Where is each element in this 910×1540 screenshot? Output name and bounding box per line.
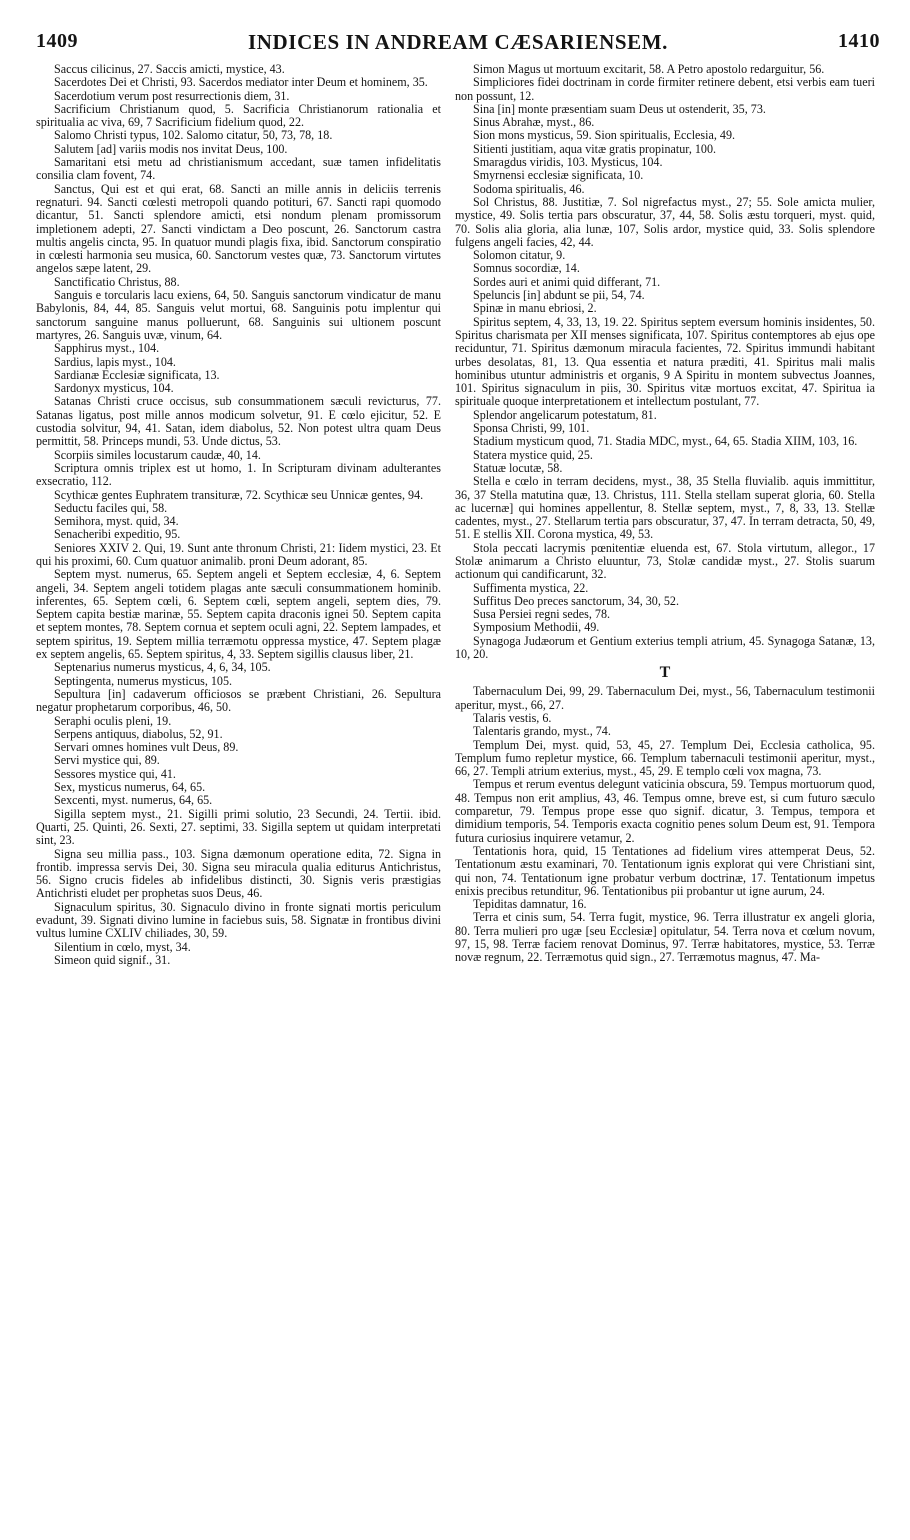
index-entry: Susa Persiei regni sedes, 78.	[473, 607, 611, 622]
index-entry: Simpliciores fidei doctrinam in corde firmiter retinere debent, etsi verbis eam tueri non possunt, 12.	[455, 75, 875, 103]
index-entry: Splendor angelicarum potestatum, 81.	[473, 407, 657, 422]
index-entry: Terra et cinis sum, 54. Terra fugit, mystice, 96. Terra illustratur ex angeli gloria, 80. Terra mulieri pro ugæ [seu Ecclesiæ] opitulatur, 54. Terra nova et cœlum novum, 97, 15, 98. Terræ faciem renovat Dominus, 97. Terræ habitatores, mystice, 53. Terræ novæ regnum, 22. Terræmotus quid sign., 27. Terræmotus magnus, 47. Ma-	[455, 910, 875, 965]
index-entry: Statera mystice quid, 25.	[473, 447, 593, 462]
index-entry: Statuæ locutæ, 58.	[473, 460, 563, 475]
index-entry: Serpens antiquus, diabolus, 52, 91.	[54, 726, 223, 741]
index-entry: Seraphi oculis pleni, 19.	[54, 713, 172, 728]
index-entry: Sacerdotium verum post resurrectionis diem, 31.	[54, 88, 290, 103]
index-entry: Symposium Methodii, 49.	[473, 620, 600, 635]
index-entry: Scriptura omnis triplex est ut homo, 1. In Scripturam divinam adulterantes exsecratio, 112.	[36, 460, 441, 489]
index-entry: Sitienti justitiam, aqua vitæ gratis propinatur, 100.	[473, 141, 717, 156]
index-entry: Tempus et rerum eventus delegunt vaticinia obscura, 59. Tempus mortuorum quod, 48. Tempus non erit amplius, 43, 46. Tempus omne, breve est, si cum futuro sæculo comparetur, 79. Tempus prope esse quo signif. dicatur, 3. Tempus, tempora et dimidium temporis, 54. Temporis exacta cognitio penes solum Deum est, 91. Tempora futura curiosius inquirere vetamur, 2.	[455, 777, 875, 845]
index-entry: Septem myst. numerus, 65. Septem angeli et Septem ecclesiæ, 4, 6. Septem angeli, 34. Septem angeli totidem plagas ante sæculi consummationem hominib. inferentes, 65. Septem cœli, 6. Septem cœli, septem angeli, septem dies, 79. Septem capita bestiæ marinæ, 55. Septem capita draconis ignei 50. Septem capita et septem montes, 78. Septem cornua et septem oculi agni, 22. Septem lampades, et septem spiritus, 19. Septem millia terræmotu oppressa mystice, 47. Septem plagæ ex septem angelis, 65. Septem spiritus, 4, 33. Septem sigillis clausus liber, 21.	[36, 567, 441, 662]
index-entry: Somnus socordiæ, 14.	[473, 261, 580, 276]
index-entry: Seductu faciles qui, 58.	[54, 500, 168, 515]
running-title: INDICES IN ANDREAM CÆSARIENSEM.	[248, 30, 668, 54]
index-entry: Silentium in cœlo, myst, 34.	[54, 939, 191, 954]
index-entry: Synagoga Judæorum et Gentium exterius templi atrium, 45. Synagoga Satanæ, 13, 10, 20.	[455, 633, 875, 662]
index-entry: Tabernaculum Dei, 99, 29. Tabernaculum Dei, myst., 56, Tabernaculum testimonii aperitur, myst., 66, 27.	[455, 684, 875, 712]
index-entry: Sardianæ Ecclesiæ significata, 13.	[54, 367, 220, 382]
index-entry: Sacrificium Christianum quod, 5. Sacrificia Christianorum rationalia et spiritualia ac viva, 69, 7 Sacrificium fidelium quod, 22.	[36, 101, 441, 130]
index-entry: Smaragdus viridis, 103. Mysticus, 104.	[473, 155, 663, 170]
section-letter: T	[659, 664, 671, 682]
page-header	[36, 30, 880, 60]
index-entry: Signa seu millia pass., 103. Signa dæmonum operatione edita, 72. Signa in frontib. impressa servis Dei, 30. Signa seu miracula qualia editurus Antichristus, 56. Signo crucis fideles ab infidelibus distincti, 30. Signis veris præstigias Antichristi eludet per prophetas suos Deus, 46.	[36, 846, 441, 901]
index-entry: Simon Magus ut mortuum excitarit, 58. A Petro apostolo redarguitur, 56.	[473, 63, 825, 76]
index-entry: Sessores mystice qui, 41.	[54, 766, 176, 781]
index-entry: Sardonyx mysticus, 104.	[54, 381, 174, 396]
index-entry: Seniores XXIV 2. Qui, 19. Sunt ante thronum Christi, 21: Iidem mystici, 23. Et qui his proximi, 60. Cum quatuor animalib. proni Deum adorant, 85.	[36, 540, 441, 568]
index-entry: Spinæ in manu ebriosi, 2.	[473, 301, 597, 316]
index-entry: Talentaris grando, myst., 74.	[473, 724, 611, 739]
index-entry: Sapphirus myst., 104.	[54, 341, 160, 356]
index-entry: Semihora, myst. quid, 34.	[54, 514, 179, 529]
index-entry: Suffitus Deo preces sanctorum, 34, 30, 52.	[473, 593, 680, 608]
index-entry: Spiritus septem, 4, 33, 13, 19. 22. Spiritus septem eversum hominis insidentes, 50. Spiritus charismata per XII menses significata, 107. Spiritus contemptores ab ejus ope reciduntur, 71. Spiritus dæmonum miracula facientes, 72. Spiritus immundi habitant urbes desolatas, 81, 13. Qua essentia et natura præditi, 41. Spiritus mali malis hominibus utuntur administris et organis, 9 A Spiritu in montem subvectus Joannes, 101. Spiritus signaculum in piis, 30. Spiritus vitæ mortuos excitat, 47. Spiritua ia spirituale quoque interpretationem et intellectum postulant, 77.	[455, 314, 875, 409]
index-entry: Scythicæ gentes Euphratem transituræ, 72. Scythicæ seu Unnicæ gentes, 94.	[54, 487, 424, 502]
index-entry: Solomon citatur, 9.	[473, 248, 566, 263]
index-entry: Sacerdotes Dei et Christi, 93. Sacerdos mediator inter Deum et hominem, 35.	[54, 75, 428, 90]
index-entry: Servi mystice qui, 89.	[54, 753, 160, 768]
left-page-number: 1409	[36, 30, 78, 52]
index-entry: Satanas Christi cruce occisus, sub consummationem sæculi revicturus, 77. Satanas ligatus, post mille annos modicum solvetur, 91. E cœlo ejicitur, 52. E custodia solvitur, 94, 41. Satan, idem diabolus, 52. Non potest ultra quam Deus permittit, 58. Princeps mundi, 53. Unde dictus, 53.	[36, 394, 441, 449]
index-entry: Smyrnensi ecclesiæ significata, 10.	[473, 168, 644, 183]
index-entry: Tentationis hora, quid, 15 Tentationes ad fidelium vires attemperat Deus, 52. Tentationum æstu examinari, 70. Tentationum ignis explorat qui vere Christiani sint, qui non, 74. Tentationum igne probatur verbum doctrinæ, 17. Tentationum impetus enixis precibus retunditur, 96. Tentationibus pii probantur ut igne aurum, 24.	[455, 843, 875, 898]
index-entry: Saccus cilicinus, 27. Saccis amicti, mystice, 43.	[54, 63, 285, 76]
index-entry: Tepiditas damnatur, 16.	[473, 897, 587, 912]
index-entry: Stella e cœlo in terram decidens, myst., 38, 35 Stella fluvialib. aquis immittitur, 36, 37 Stella matutina quæ, 13. Christus, 111. Stella stellam superat gloria, 60. Stella ac lucernæ] qui homines appellentur, 8. Stellæ septem, myst., 7, 8, 33, 13. Stellæ cadentes, myst., 27. Stellarum tertia pars obscuratur, 37, 47. In terram detracta, 50, 49, 51. E stellis XII. Corona mystica, 49, 53.	[455, 474, 875, 542]
right-page-number: 1410	[838, 30, 880, 52]
index-entry: Septenarius numerus mysticus, 4, 6, 34, 105.	[54, 660, 271, 675]
index-entry: Servari omnes homines vult Deus, 89.	[54, 740, 239, 755]
index-entry: Sodoma spiritualis, 46.	[473, 181, 585, 196]
index-entry: Sion mons mysticus, 59. Sion spiritualis, Ecclesia, 49.	[473, 128, 736, 143]
index-entry: Scorpiis similes locustarum caudæ, 40, 14.	[54, 447, 261, 462]
index-entry: Stadium mysticum quod, 71. Stadia MDC, myst., 64, 65. Stadia XIIM, 103, 16.	[473, 434, 858, 449]
index-entry: Speluncis [in] abdunt se pii, 54, 74.	[473, 288, 645, 303]
index-entry: Sol Christus, 88. Justitiæ, 7. Sol nigrefactus myst., 27; 55. Sole amicta mulier, mystice, 49. Solis tertia pars obscuratur, 37, 44, 58. Solis æstu torqueri, myst. quid, 70. Solis alia gloria, alia lunæ, 107, Solis ardor, mystice quid, 33. Solis splendore fulgens angeli facies, 42, 44.	[455, 194, 875, 249]
index-entry: Sanctus, Qui est et qui erat, 68. Sancti an mille annis in deliciis terrenis regnaturi. 94. Sancti cœlesti metropoli quando potituri, 67. Sancti rapi quomodo dicantur, 51. Sancti splendore amicti, etsi nondum plenam promissorum impletionem adepti, 27. Sancti vindictam a Deo poscunt, 26. Sanctorum castra multis angelis cincta, 95. In quatuor mundi plagis fixa, ibid. Sanctorum conspiratio in cœlesti harmonia seu musica, 60. Sanctorum vestes quæ, 73. Sanctorum virtutes angelos sæpe latent, 29.	[36, 181, 441, 276]
left-index-column	[36, 63, 441, 1528]
index-entry: Sordes auri et animi quid differant, 71.	[473, 274, 661, 289]
index-entry: Sinus Abrahæ, myst., 86.	[473, 115, 595, 130]
index-entry: Sponsa Christi, 99, 101.	[473, 421, 590, 436]
index-entry: Samaritani etsi metu ad christianismum accedant, suæ tamen infidelitatis consilia clam fovent, 74.	[36, 155, 441, 183]
index-entry: Septingenta, numerus mysticus, 105.	[54, 673, 233, 688]
index-entry: Sex, mysticus numerus, 64, 65.	[54, 780, 206, 795]
index-entry: Salomo Christi typus, 102. Salomo citatur, 50, 73, 78, 18.	[54, 128, 333, 143]
index-entry: Sardius, lapis myst., 104.	[54, 354, 176, 369]
index-entry: Senacheribi expeditio, 95.	[54, 527, 181, 542]
index-entry: Sexcenti, myst. numerus, 64, 65.	[54, 793, 213, 808]
index-entry: Sepultura [in] cadaverum officiosos se præbent Christiani, 26. Sepultura negatur prophetarum corporibus, 46, 50.	[36, 686, 441, 715]
index-entry: Simeon quid signif., 31.	[54, 952, 171, 967]
index-entry: Sigilla septem myst., 21. Sigilli primi solutio, 23 Secundi, 24. Tertii. ibid. Quarti, 25. Quinti, 26. Sexti, 27. septimi, 33. Sigilla septem ut quidam interpretati sint, 23.	[36, 806, 441, 848]
index-entry: Sanctificatio Christus, 88.	[54, 274, 180, 289]
index-entry: Sina [in] monte præsentiam suam Deus ut ostenderit, 35, 73.	[473, 101, 766, 116]
right-index-column	[455, 63, 875, 1528]
index-entry: Templum Dei, myst. quid, 53, 45, 27. Templum Dei, Ecclesia catholica, 95. Templum fumo repletur mystice, 66. Templum tabernaculi testimonii aperitur, myst., 66, 27. Templi atrium exterius, myst., 45, 29. E templo cœli vox magna, 73.	[455, 737, 875, 779]
index-entry: Stola peccati lacrymis pœnitentiæ eluenda est, 67. Stola virtutum, allegor., 17 Stolæ animarum a Christo eluuntur, 73, Stolæ candidæ myst., 27. Stolis suarum actionum qui candificarunt, 32.	[455, 540, 875, 582]
index-entry: Sanguis e torcularis lacu exiens, 64, 50. Sanguis sanctorum vindicatur de manu Babylonis, 84, 44, 85. Sanguis velut mortui, 68. Sanguinis potu implentur qui sanctorum sanguine manus polluerunt, 68. Sanguinis sui ultionem poscunt martyres, 26. Sanguis uvæ, vinum, 64.	[36, 288, 441, 342]
index-entry: Talaris vestis, 6.	[473, 710, 552, 725]
index-entry: Suffimenta mystica, 22.	[473, 580, 589, 595]
index-entry: Salutem [ad] variis modis nos invitat Deus, 100.	[54, 141, 288, 156]
index-entry: Signaculum spiritus, 30. Signaculo divino in fronte signati mortis periculum evadunt, 39. Signati divino lumine in faciebus suis, 58. Signatæ in frontibus divini vultus lumine CXLIV chiliades, 30, 59.	[36, 899, 441, 941]
